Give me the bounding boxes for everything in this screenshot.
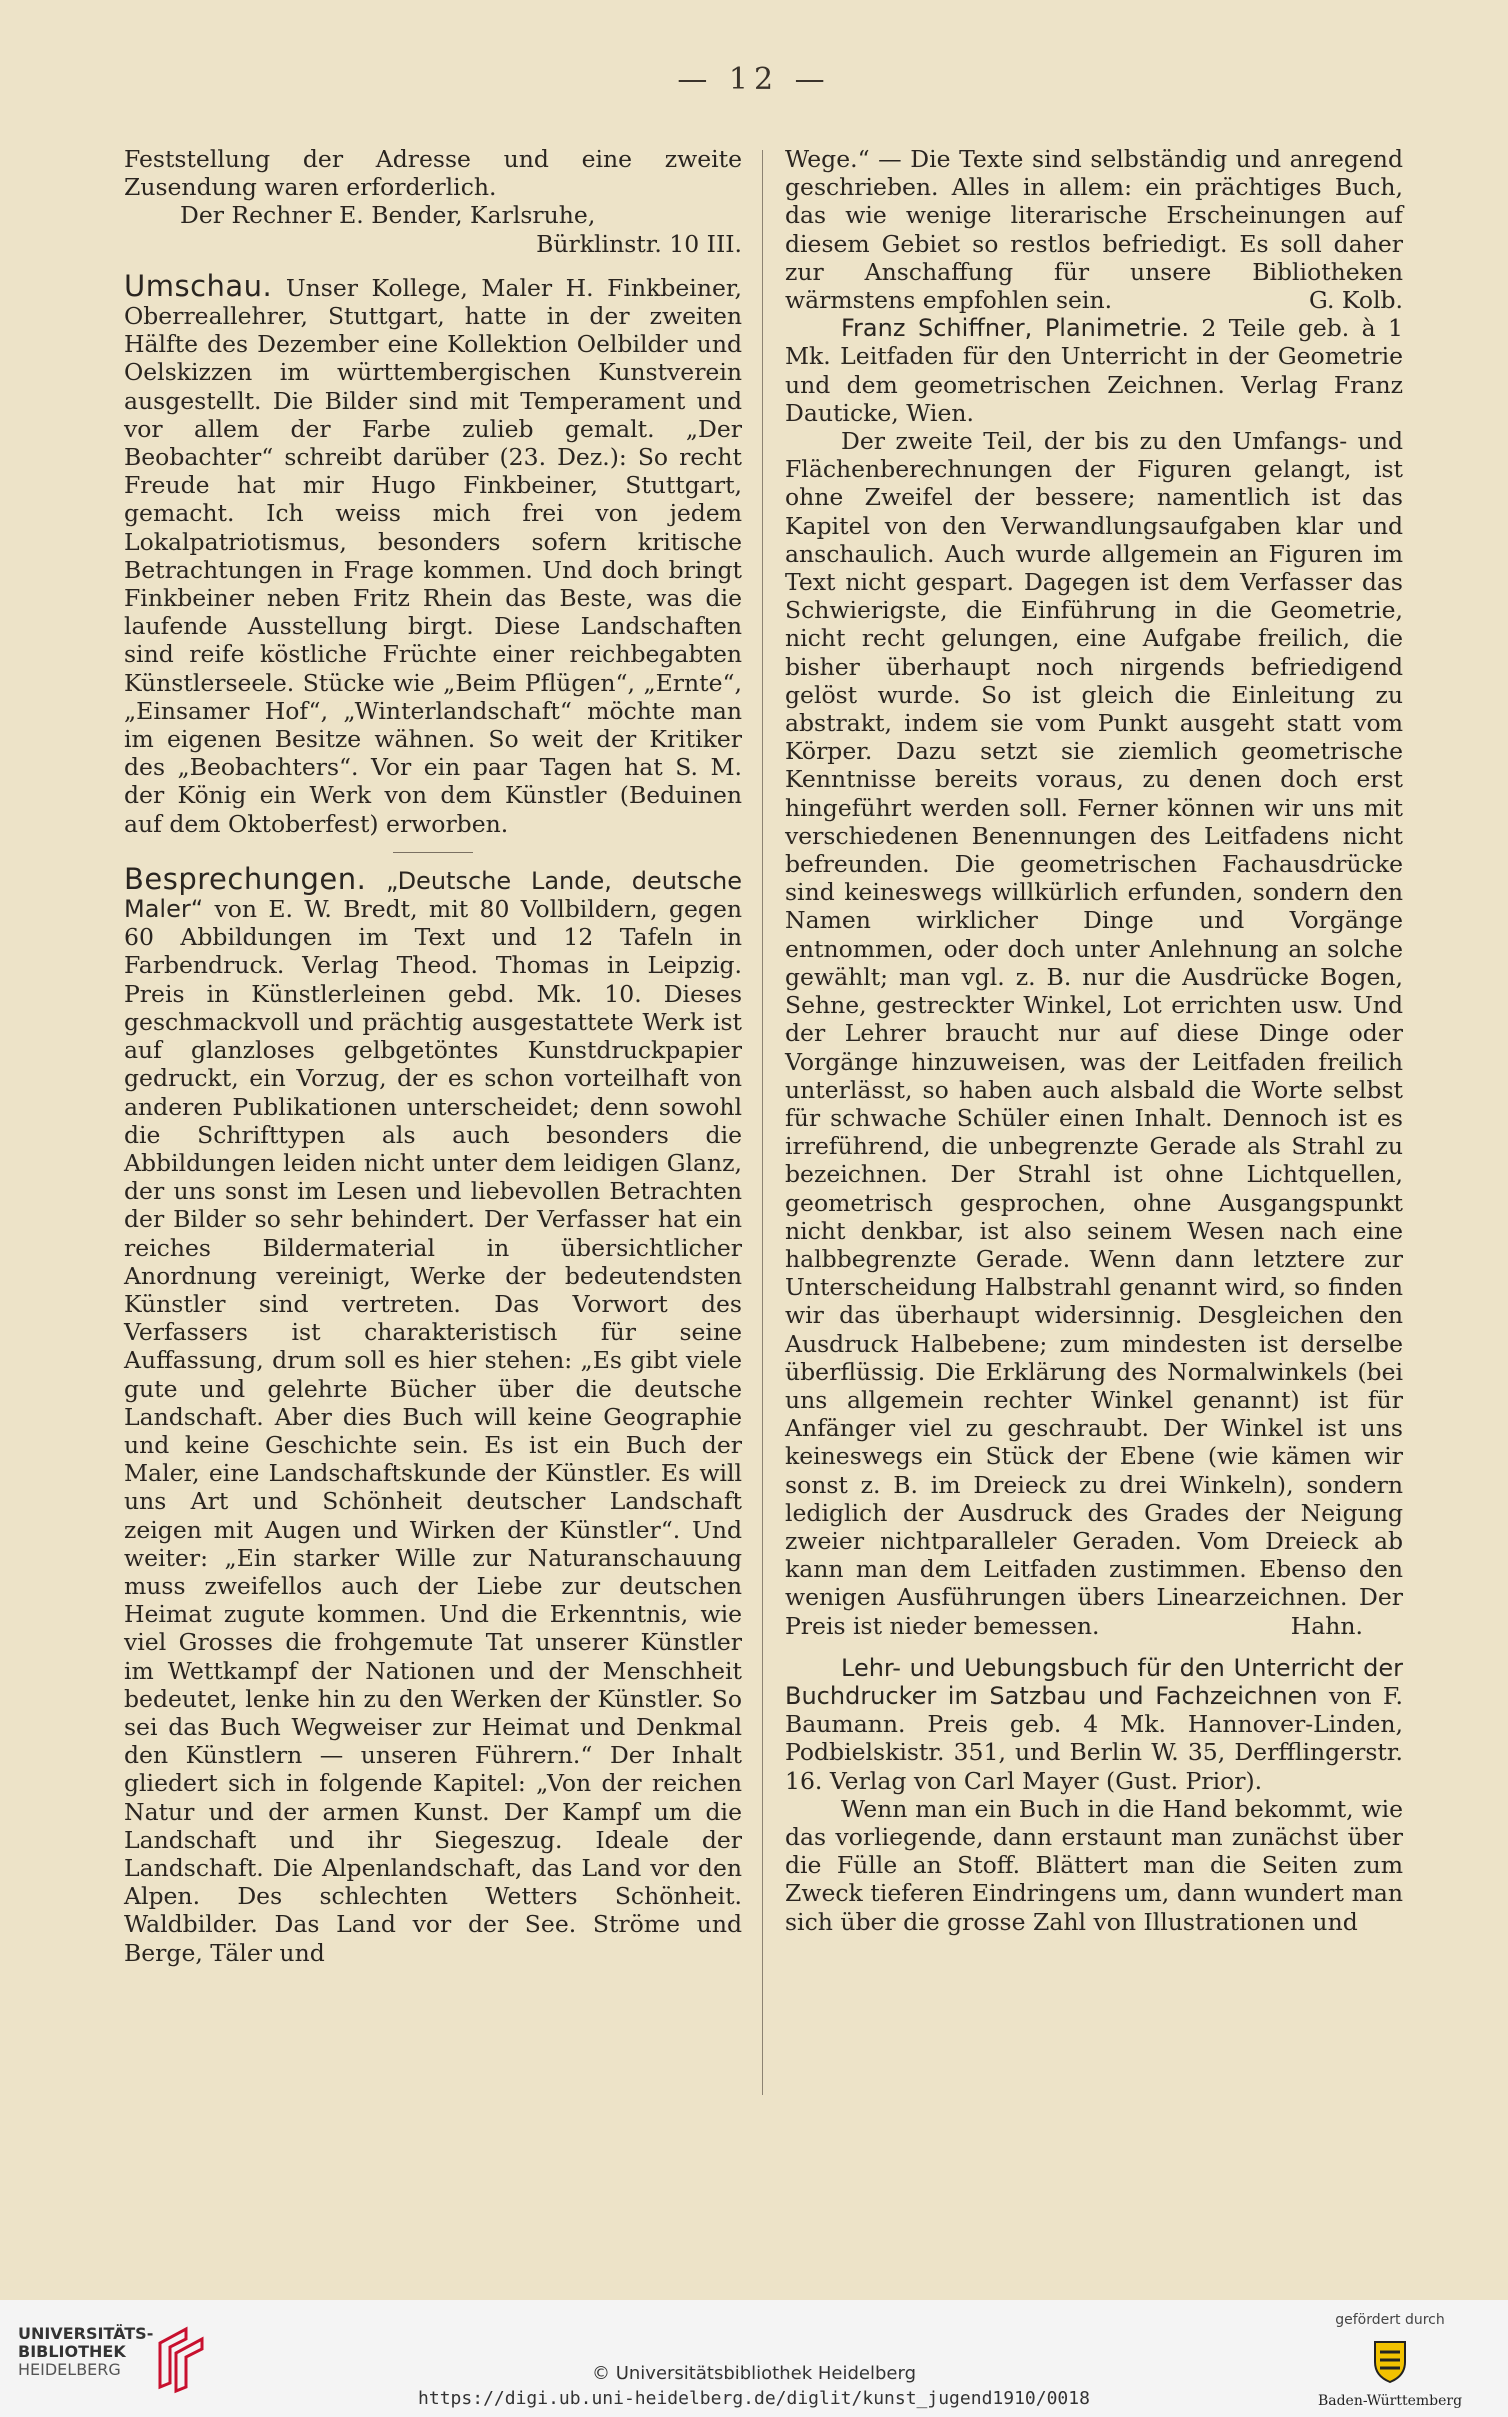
- review-signature-hahn: Hahn.: [1290, 1611, 1363, 1640]
- lehrbuch-heading: Lehr- und Uebungsbuch für den Unterricht der Buchdrucker im Satzbau und Fachzeichnen: [785, 1653, 1403, 1710]
- lehrbuch-intro-text: von F. Baumann. Preis geb. 4 Mk. Hannover-Linden, Podbielskistr. 351, und Berlin W. 35, Derfflingerstr. 16. Verlag von Carl Mayer (Gust. Prior).: [785, 1681, 1403, 1795]
- review-signature-kolb: G. Kolb.: [1309, 286, 1403, 315]
- review-book-title: „Deutsche Lande, deutsche Maler“: [124, 866, 742, 924]
- schiffner-heading: Franz Schiffner, Planimetrie.: [841, 314, 1190, 343]
- schiffner-intro-text: 2 Teile geb. à 1 Mk. Leitfaden für den Unterricht in der Geometrie und dem geometrischen Zeichnen. Verlag Franz Dauticke, Wien.: [785, 314, 1403, 427]
- column-divider: [762, 150, 763, 2095]
- ub-heidelberg-logo[interactable]: [18, 2325, 218, 2395]
- notice-signature-address: Bürklinstr. 10 III.: [536, 229, 742, 258]
- copyright-notice: © Universitätsbibliothek Heidelberg: [591, 2363, 916, 2384]
- logo-line-3: HEIDELBERG: [18, 2360, 121, 2379]
- umschau-heading: Umschau.: [124, 268, 273, 303]
- notice-signature-name: Der Rechner E. Bender, Karlsruhe,: [180, 201, 596, 230]
- page-number: — 12 —: [677, 62, 831, 97]
- lehrbuch-review-intro: [785, 1654, 1403, 1795]
- logo-mark-icon: [152, 2325, 212, 2395]
- logo-line-2: BIBLIOTHEK: [18, 2342, 126, 2361]
- left-column: [124, 145, 742, 1967]
- umschau-section: [124, 268, 742, 838]
- notice-paragraph: Feststellung der Adresse und eine zweite Zusendung waren erforderlich.: [124, 145, 742, 202]
- review-continuation-text: Wege.“ — Die Texte sind selbständig und anregend geschrieben. Alles in allem: ein prächtiges Buch, das wie wenige literarische Erscheinungen auf diesem Gebiet so restlos befriedigt. Es soll daher zur Anschaffung für unsere Bibliotheken wärmstens empfohlen sein.: [785, 145, 1403, 315]
- besprechungen-section: [124, 861, 742, 1967]
- right-column: [785, 145, 1403, 1936]
- baden-wuerttemberg-label: Baden-Württemberg: [1317, 2393, 1463, 2409]
- review-continuation: [785, 145, 1403, 314]
- baden-wuerttemberg-emblem-icon: [1372, 2338, 1408, 2384]
- lehrbuch-review-body: Wenn man ein Buch in die Hand bekommt, wie das vorliegende, dann erstaunt man zunächst über die Fülle an Stoff. Blättert man die Seiten zum Zweck tieferen Eindringens um, dann wundert man sich über die grosse Zahl von Illustrationen und: [785, 1794, 1403, 1936]
- schiffner-body-text: Der zweite Teil, der bis zu den Umfangs- und Flächenberechnungen der Figuren gelangt, ist ohne Zweifel der bessere; namentlich ist das Kapitel von den Verwandlungsaufgaben klar und anschaulich. Auch wurde allgemein an Figuren im Text nicht gespart. Dagegen ist dem Verfasser das Schwierigste, die Einführung in die Geometrie, nicht recht gelungen, eine Aufgabe freilich, die bisher überhaupt noch nirgends befriedigend gelöst wurde. So ist gleich die Einleitung zu abstrakt, indem sie vom Punkt ausgeht statt vom Körper. Dazu setzt sie ziemlich geometrische Kenntnisse bereits voraus, zu denen doch erst hingeführt werden soll. Ferner können wir uns mit verschiedenen Benennungen des Leitfadens nicht befreunden. Die geometrischen Fachausdrücke sind keineswegs willkürlich erfunden, sondern den Namen wirklicher Dinge und Vorgänge entnommen, oder doch unter Anlehnung an solche gewählt; man vgl. z. B. nur die Ausdrücke Bogen, Sehne, gestreckter Winkel, Lot errichten usw. Und der Lehrer braucht nur auf diese Dinge oder Vorgänge hinzuweisen, was der Leitfaden freilich unterlässt, so haben auch alsbald die Worte selbst für schwache Schüler einen Inhalt. Dennoch ist es irreführend, die unbegrenzte Gerade als Strahl zu bezeichnen. Der Strahl ist ohne Lichtquellen, geometrisch gesprochen, ohne Ausgangspunkt nicht denkbar, ist also seinem Wesen nach eine halbbegrenzte Gerade. Wenn dann letztere zur Unterscheidung Halbstrahl genannt wird, so finden wir das überhaupt widersinnig. Desgleichen den Ausdruck Halbebene; zum mindesten ist derselbe überflüssig. Die Erklärung des Normalwinkels (bei uns allgemein rechter Winkel genannt) ist für Anfänger viel zu geschraubt. Der Winkel ist uns keineswegs ein Stück der Ebene (wie kämen wir sonst z. B. im Dreieck zu drei Winkeln), sondern lediglich der Ausdruck des Grades der Neigung zweier nichtparalleler Geraden. Vom Dreieck ab kann man dem Leitfaden zustimmen. Ebenso den wenigen Ausführungen übers Linearzeichnen. Der Preis ist nieder bemessen.: [785, 427, 1403, 1640]
- logo-line-1: UNIVERSITÄTS-: [18, 2324, 154, 2343]
- permalink-url[interactable]: https://digi.ub.uni-heidelberg.de/diglit/kunst_jugend1910/0018: [418, 2388, 1090, 2409]
- schiffner-review-intro: [785, 314, 1403, 427]
- section-divider: [393, 852, 473, 853]
- schiffner-review-body: [785, 427, 1403, 1640]
- umschau-body: Unser Kollege, Maler H. Finkbeiner, Oberreallehrer, Stuttgart, hatte in der zweiten Hälfte des Dezember eine Kollektion Oelbilder und Oelskizzen im württembergischen Kunstverein ausgestellt. Die Bilder sind mit Temperament und vor allem der Farbe zulieb gemalt. „Der Beobachter“ schreibt darüber (23. Dez.): So recht Freude hat mir Hugo Finkbeiner, Stuttgart, gemacht. Ich weiss mich frei von jedem Lokalpatriotismus, besonders sofern kritische Betrachtungen in Frage kommen. Und doch bringt Finkbeiner neben Fritz Rhein das Beste, was die laufende Ausstellung birgt. Diese Landschaften sind reife köstliche Früchte einer reichbegabten Künstlerseele. Stücke wie „Beim Pflügen“, „Ernte“, „Einsamer Hof“, „Winterlandschaft“ möchte man im eigenen Besitze wähnen. So weit der Kritiker des „Beobachters“. Vor ein paar Tagen hat S. M. der König ein Werk von dem Künstler (Beduinen auf dem Oktoberfest) erworben.: [124, 273, 742, 838]
- review-body: von E. W. Bredt, mit 80 Vollbildern, gegen 60 Abbildungen im Text und 12 Tafeln in Farbendruck. Verlag Theod. Thomas in Leipzig. Preis in Künstlerleinen gebd. Mk. 10. Dieses geschmackvoll und prächtig ausgestattete Werk ist auf glanzloses gelbgetöntes Kunstdruckpapier gedruckt, ein Vorzug, der es schon vorteilhaft von anderen Publikationen unterscheidet; denn sowohl die Schrifttypen als auch besonders die Abbildungen leiden nicht unter dem leidigen Glanz, der uns sonst im Lesen und liebevollen Betrachten der Bilder so sehr behindert. Der Verfasser hat ein reiches Bildermaterial in übersichtlicher Anordnung vereinigt, Werke der bedeutendsten Künstler sind vertreten. Das Vorwort des Verfassers ist charakteristisch für seine Auffassung, drum soll es hier stehen: „Es gibt viele gute und gelehrte Bücher über die deutsche Landschaft. Aber dies Buch will keine Geographie und keine Geschichte sein. Es ist ein Buch der Maler, eine Landschaftskunde der Künstler. Es will uns Art und Schönheit deutscher Landschaft zeigen mit Augen und Wirken der Künstler“. Und weiter: „Ein starker Wille zur Naturanschauung muss zweifellos auch der Liebe zur deutschen Heimat zugute kommen. Und die Erkenntnis, wie viel Grosses die frohgemute Tat unserer Künstler im Wettkampf der Nationen und der Menschheit bedeutet, lenke hin zu den Werken der Künstler. So sei das Buch Wegweiser zur Heimat und Denkmal den Künstlern — unseren Führern.“ Der Inhalt gliedert sich in folgende Kapitel: „Von der reichen Natur und der armen Kunst. Der Kampf um die Landschaft und ihr Siegeszug. Ideale der Landschaft. Die Alpenlandschaft, das Land vor den Alpen. Des schlechten Wetters Schönheit. Waldbilder. Das Land vor der See. Ströme und Berge, Täler und: [124, 895, 742, 1967]
- funded-by-label: gefördert durch: [1335, 2312, 1445, 2328]
- besprechungen-heading: Besprechungen.: [124, 861, 367, 896]
